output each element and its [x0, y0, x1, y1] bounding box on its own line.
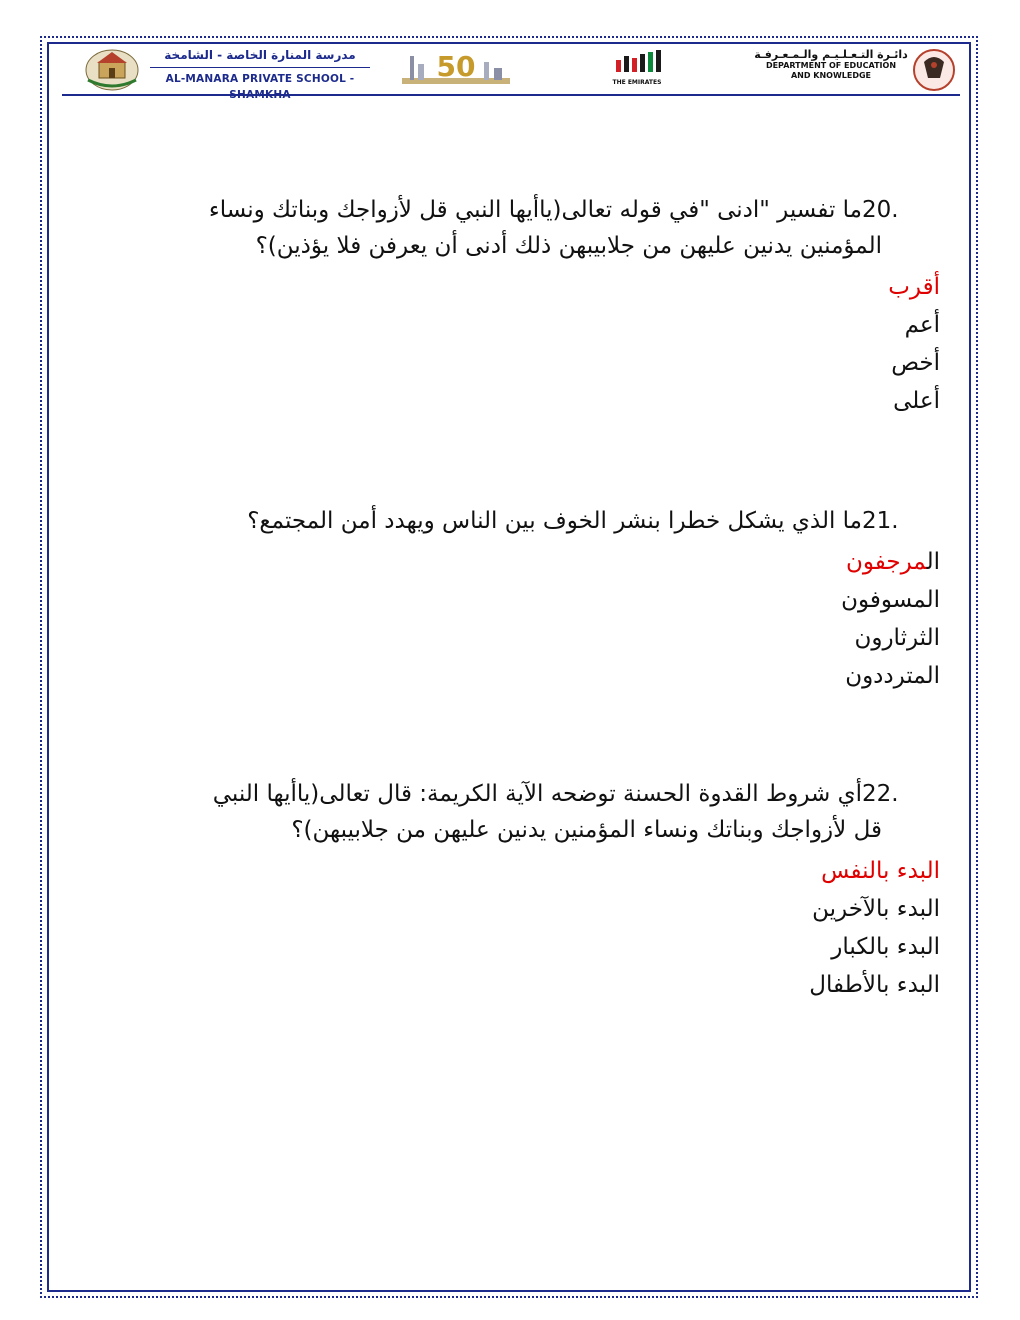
question-number: 22. — [862, 781, 899, 807]
question-stem — [90, 503, 940, 539]
answer-options — [90, 852, 940, 1004]
answer-option-correct — [90, 543, 940, 581]
question-text-line1: ما الذي يشكل خطرا بنشر الخوف بين الناس ويهدد أمن المجتمع؟ — [247, 508, 862, 534]
abu-dhabi-falcon-emblem-icon — [910, 48, 958, 92]
answer-option: الثرثارون — [854, 625, 940, 651]
adek-arabic-name: دائـرة التـعـلـيـم والـمـعـرفـة — [754, 48, 908, 61]
answer-prefix: ال — [926, 549, 940, 575]
answer-option: المترددون — [845, 663, 940, 689]
school-name-divider — [150, 67, 370, 68]
answer-option: أعلى — [893, 388, 940, 414]
question-text-line1: ما تفسير "ادنى "في قوله تعالى(ياأيها النبي قل لأزواجك وبناتك ونساء — [208, 197, 862, 223]
school-name-english: AL-MANARA PRIVATE SCHOOL - SHAMKHA — [165, 73, 355, 101]
question-stem — [90, 776, 940, 848]
answer-options — [90, 268, 940, 420]
school-name-arabic: مدرسة المنارة الخاصة - الشامخة — [164, 48, 356, 62]
question-text-line2: قل لأزواجك وبناتك ونساء المؤمنين يدنين عليهن من جلابيبهن)؟ — [291, 817, 882, 843]
question-22 — [90, 776, 940, 1004]
question-number: 20. — [862, 197, 899, 223]
question-number: 21. — [862, 508, 899, 534]
adek-english-line1: DEPARTMENT OF EDUCATION — [765, 61, 897, 70]
answer-option-correct: البدء بالنفس — [821, 858, 940, 884]
question-stem — [90, 192, 940, 264]
fifty-number: 50 — [436, 50, 476, 83]
answer-highlight: مرجفون — [845, 549, 927, 575]
adek-english-line2: AND KNOWLEDGE — [790, 71, 872, 80]
answer-option: أخص — [891, 350, 940, 376]
adek-logo-text — [752, 48, 910, 90]
the-emirates-logo — [602, 46, 672, 90]
answer-options — [90, 543, 940, 695]
answer-option: أعم — [904, 312, 940, 338]
header-divider — [62, 94, 960, 96]
question-text-line1: أي شروط القدوة الحسنة توضحه الآية الكريمة: قال تعالى(ياأيها النبي — [212, 781, 862, 807]
letterhead — [62, 44, 960, 101]
uae-50-anniversary-logo — [402, 46, 510, 88]
answer-option: البدء بالأطفال — [809, 972, 940, 998]
answer-option-correct: أقرب — [888, 274, 940, 300]
the-emirates-label: THE EMIRATES — [612, 79, 662, 86]
school-name-block — [144, 46, 376, 101]
answer-option: البدء بالكبار — [831, 934, 940, 960]
school-crest-logo — [82, 44, 142, 92]
question-text-line2: المؤمنين يدنين عليهن من جلابيبهن ذلك أدنى أن يعرفن فلا يؤذين)؟ — [255, 233, 882, 259]
answer-option: البدء بالآخرين — [812, 896, 940, 922]
answer-option: المسوفون — [841, 587, 940, 613]
question-21 — [90, 503, 940, 695]
question-20 — [90, 192, 940, 420]
emirates-flag-bars-icon — [602, 46, 672, 78]
